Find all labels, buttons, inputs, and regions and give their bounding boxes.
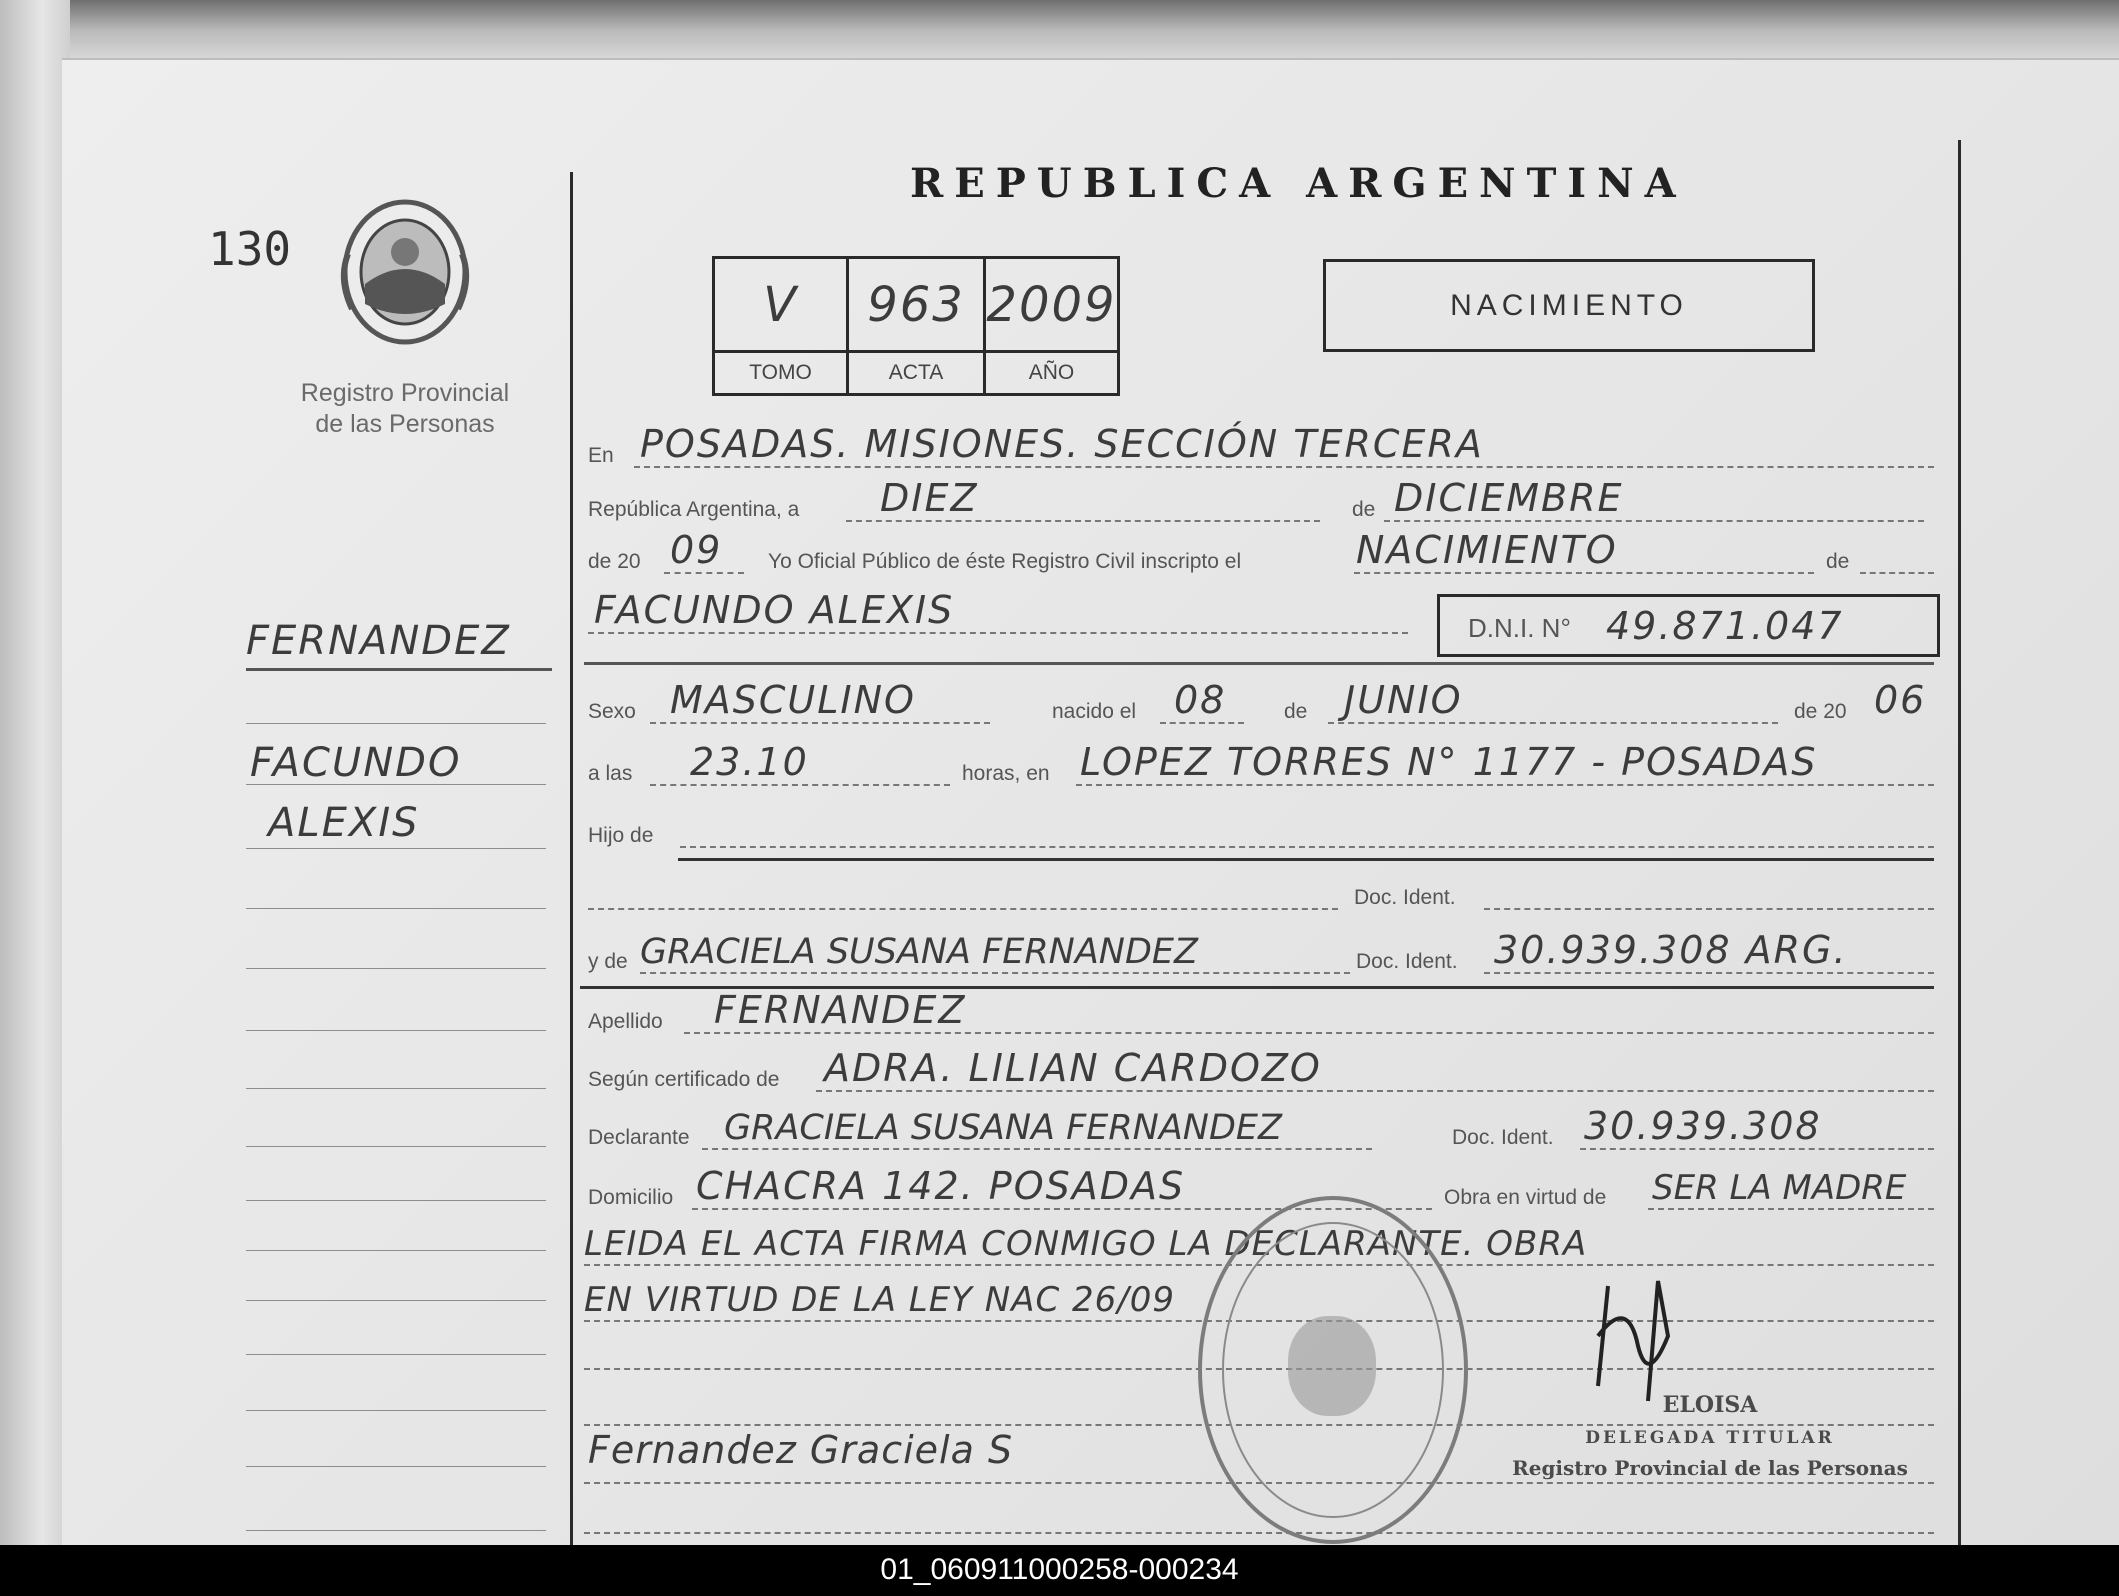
provincial-seal-icon <box>330 184 480 354</box>
en-value: POSADAS. MISIONES. SECCIÓN TERCERA <box>640 422 1484 466</box>
certificado-line <box>816 1090 1934 1092</box>
domicilio-label: Domicilio <box>588 1186 674 1209</box>
republica-label: República Argentina, a <box>588 498 800 521</box>
domicilio-value: CHACRA 142. POSADAS <box>696 1164 1186 1208</box>
row-sexo <box>584 672 1934 732</box>
declarante-doc-value: 30.939.308 <box>1584 1104 1822 1148</box>
stub-line <box>246 1250 546 1251</box>
en-label: En <box>588 444 614 467</box>
de2006-label: de 20 <box>1794 700 1847 723</box>
madre-doc-value: 30.939.308 ARG. <box>1494 928 1848 972</box>
stub-line <box>246 1200 546 1201</box>
madre-line <box>640 972 1350 974</box>
stub-line <box>246 1088 546 1089</box>
page-number: 130 <box>208 222 292 276</box>
declarante-line <box>702 1148 1372 1150</box>
acta-label: ACTA <box>849 350 983 393</box>
registry-name <box>270 378 540 440</box>
footer-bar <box>0 1545 2119 1596</box>
obra-label: Obra en virtud de <box>1444 1186 1607 1209</box>
madre-doc-label: Doc. Ident. <box>1356 950 1458 973</box>
stub-line <box>246 668 552 671</box>
dia-value: DIEZ <box>880 476 979 520</box>
row-madre <box>584 922 1934 982</box>
form-right-border <box>1958 140 1961 1545</box>
separator-line <box>584 662 1934 665</box>
notes-line-1-text: LEIDA EL ACTA FIRMA CONMIGO LA DECLARANTE. OBRA <box>584 1224 1588 1264</box>
stub-given-name-1: FACUNDO <box>250 740 462 786</box>
nacido-label: nacido el <box>1052 700 1137 723</box>
alas-label: a las <box>588 762 633 785</box>
hora-value: 23.10 <box>690 740 809 784</box>
obra-value: SER LA MADRE <box>1652 1168 1907 1208</box>
padre-line <box>588 908 1338 910</box>
nacido-dia-value: 08 <box>1174 678 1227 722</box>
anio-cell <box>986 259 1117 393</box>
file-id: 01_060911000258-000234 <box>880 1553 1239 1586</box>
nombre-line <box>588 632 1408 634</box>
declarante-value: GRACIELA SUSANA FERNANDEZ <box>724 1108 1282 1148</box>
de-line <box>1860 572 1934 574</box>
anio-inscripcion-value: 09 <box>670 528 723 572</box>
dni-value: 49.871.047 <box>1606 604 1844 648</box>
apellido-label: Apellido <box>588 1010 663 1033</box>
official-stamp <box>1198 1196 1468 1544</box>
reference-box <box>712 256 1120 396</box>
hora-line <box>650 784 950 786</box>
horas-label: horas, en <box>962 762 1050 785</box>
inscripto-line <box>1354 572 1814 574</box>
lugar-value: LOPEZ TORRES N° 1177 - POSADAS <box>1080 740 1818 784</box>
stub-line <box>246 723 546 724</box>
tomo-cell <box>715 259 849 393</box>
de-label-3: de <box>1284 700 1308 723</box>
notes-line-2-text: EN VIRTUD DE LA LEY NAC 26/09 <box>584 1280 1175 1320</box>
lugar-line <box>1076 784 1934 786</box>
de-label-2: de <box>1826 550 1850 573</box>
stub-given-name-2: ALEXIS <box>268 800 420 846</box>
madre-doc-line <box>1484 972 1934 974</box>
oficial-label: Yo Oficial Público de éste Registro Civil inscripto el <box>768 550 1242 573</box>
stub-line <box>246 848 546 849</box>
apellido-line <box>684 1032 1934 1034</box>
stub-divider <box>570 172 573 1545</box>
row-declarante <box>584 1098 1934 1158</box>
declarante-doc-label: Doc. Ident. <box>1452 1126 1554 1149</box>
book-binding <box>0 0 70 1545</box>
row-en <box>584 416 1934 476</box>
madre-value: GRACIELA SUSANA FERNANDEZ <box>640 932 1198 972</box>
dni-box <box>1437 594 1940 657</box>
sexo-label: Sexo <box>588 700 636 723</box>
stub-line <box>246 1466 546 1467</box>
hijo-label: Hijo de <box>588 824 654 847</box>
row-nombre <box>584 582 1384 642</box>
certificado-value: ADRA. LILIAN CARDOZO <box>824 1046 1322 1090</box>
nacido-anio-value: 06 <box>1874 678 1927 722</box>
declarante-doc-line <box>1580 1148 1934 1150</box>
official-signature-icon <box>1588 1276 1698 1406</box>
row-inscripcion <box>584 522 1934 582</box>
anio-label: AÑO <box>986 350 1117 393</box>
tomo-label: TOMO <box>715 350 846 393</box>
nacido-dia-line <box>1160 722 1244 724</box>
row-padre-doc <box>584 858 1934 918</box>
yde-label: y de <box>588 950 628 973</box>
nacido-mes-line <box>1328 722 1778 724</box>
delegate-title: DELEGADA TITULAR <box>1585 1428 1835 1448</box>
registry-name-line1: Registro Provincial <box>300 379 510 407</box>
stub-line <box>246 908 546 909</box>
acta-cell <box>849 259 986 393</box>
nombre-value: FACUNDO ALEXIS <box>594 588 955 632</box>
stub-line <box>246 1146 546 1147</box>
sexo-value: MASCULINO <box>670 678 916 722</box>
dni-label: D.N.I. N° <box>1468 613 1571 643</box>
nacido-mes-value: JUNIO <box>1344 678 1463 722</box>
stub-line <box>246 1354 546 1355</box>
tomo-value: V <box>763 277 798 333</box>
sexo-line <box>650 722 990 724</box>
obra-line <box>1648 1208 1934 1210</box>
mes-value: DICIEMBRE <box>1394 476 1624 520</box>
certificado-label: Según certificado de <box>588 1068 780 1091</box>
stub-surname: FERNANDEZ <box>246 618 511 664</box>
stub-line <box>246 968 546 969</box>
en-line <box>634 466 1934 468</box>
hijo-line <box>680 846 1934 848</box>
row-domicilio <box>584 1158 1934 1218</box>
registry-name-line2: de las Personas <box>315 410 495 438</box>
padre-doc-line <box>1484 908 1934 910</box>
stub-line <box>246 1530 546 1531</box>
stamp-emblem-icon <box>1288 1316 1376 1416</box>
inscripto-value: NACIMIENTO <box>1356 528 1618 572</box>
acta-value: 963 <box>867 277 965 333</box>
row-hijo <box>584 796 1934 856</box>
row-apellido <box>584 982 1934 1042</box>
stub-line <box>246 784 546 785</box>
de20-label: de 20 <box>588 550 641 573</box>
row-hora <box>584 734 1934 794</box>
delegate-registry: Registro Provincial de las Personas <box>1512 1456 1908 1480</box>
declarante-label: Declarante <box>588 1126 690 1149</box>
stub-line <box>246 1410 546 1411</box>
apellido-value: FERNANDEZ <box>714 988 967 1032</box>
record-type-box: NACIMIENTO <box>1323 259 1815 352</box>
stub-line <box>246 1030 546 1031</box>
row-certificado <box>584 1040 1934 1100</box>
declarant-signature: Fernandez Graciela S <box>588 1428 1014 1472</box>
de-label: de <box>1352 498 1376 521</box>
stub-line <box>246 1300 546 1301</box>
doc-ident-label: Doc. Ident. <box>1354 886 1456 909</box>
anio-value: 2009 <box>986 277 1117 333</box>
anio-line <box>664 572 744 574</box>
delegate-name: ELOISA <box>1662 1392 1758 1418</box>
row-fecha <box>584 470 1934 530</box>
country-title: REPUBLICA ARGENTINA <box>910 160 1687 207</box>
